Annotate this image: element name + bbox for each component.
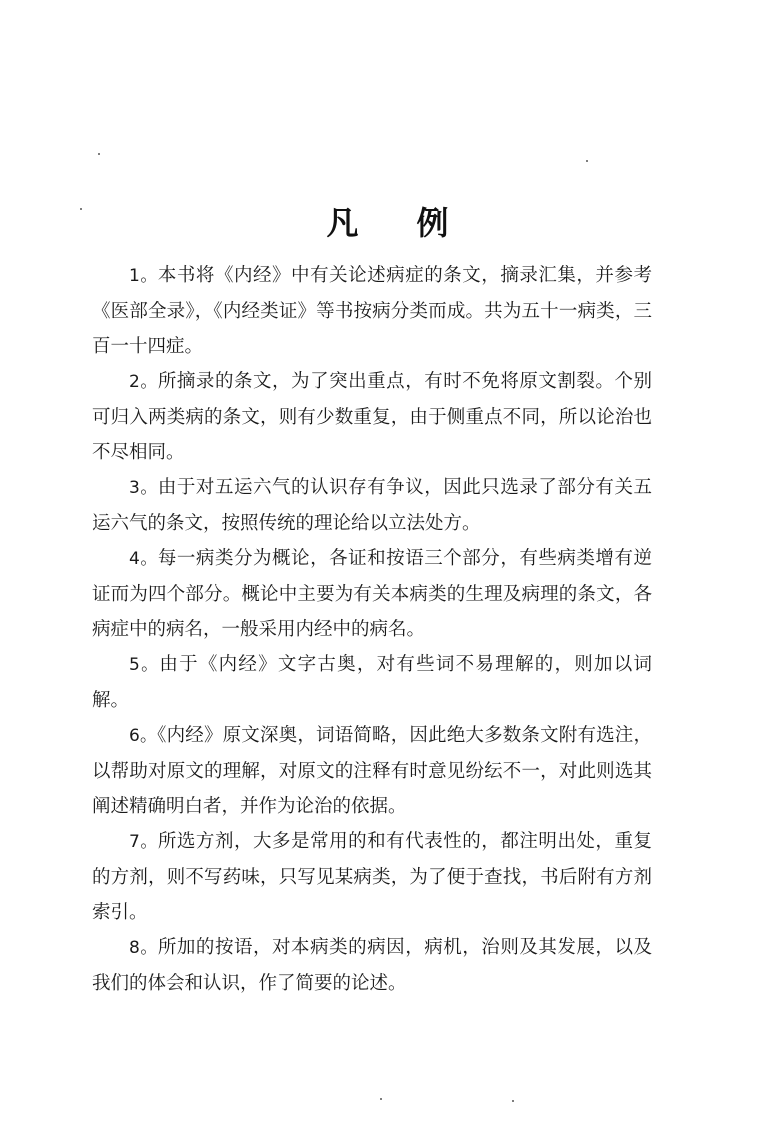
rule-paragraph-5 <box>92 647 652 718</box>
rule-text: 每一病类分为概论，各证和按语三个部分，有些病类增有逆证而为四个部分。概论中主要为有关本病类的生理及病理的条文，各病症中的病名，一般采用内经中的病名。 <box>92 548 652 640</box>
rule-number: 8。 <box>129 938 158 958</box>
rule-number: 4。 <box>129 549 158 569</box>
title-char-1: 凡 <box>326 204 361 242</box>
rule-paragraph-6 <box>92 718 652 824</box>
rule-text: 所加的按语，对本病类的病因，病机，治则及其发展，以及我们的体会和认识，作了简要的论述。 <box>92 937 652 994</box>
rules-list <box>92 258 652 1001</box>
rule-number: 6。 <box>129 726 158 746</box>
rule-number: 7。 <box>129 832 158 852</box>
rule-text: 所摘录的条文，为了突出重点，有时不免将原文割裂。个别可归入两类病的条文，则有少数重复，由于侧重点不同，所以论治也不尽相同。 <box>92 371 652 463</box>
rule-paragraph-3 <box>92 470 652 541</box>
scan-speck <box>586 160 588 162</box>
rule-number: 5。 <box>129 655 160 675</box>
rule-paragraph-8 <box>92 930 652 1001</box>
rule-paragraph-1 <box>92 258 652 364</box>
scan-speck <box>98 153 100 155</box>
rule-number: 2。 <box>129 372 158 392</box>
scan-speck <box>512 1100 514 1102</box>
rule-text: 本书将《内经》中有关论述病症的条文，摘录汇集，并参考《医部全录》，《内经类证》等书按病分类而成。共为五十一病类，三百一十四症。 <box>92 265 652 357</box>
scan-speck <box>380 1098 382 1100</box>
rule-paragraph-2 <box>92 364 652 470</box>
page-title <box>0 198 777 244</box>
rule-paragraph-7 <box>92 824 652 930</box>
rule-text: 《内经》原文深奥，词语简略，因此绝大多数条文附有选注，以帮助对原文的理解，对原文的注释有时意见纷纭不一，对此则选其阐述精确明白者，并作为论治的依据。 <box>92 725 652 817</box>
title-char-2: 例 <box>416 204 451 242</box>
rule-text: 由于《内经》文字古奥，对有些词不易理解的，则加以词解。 <box>92 654 652 711</box>
rule-paragraph-4 <box>92 541 652 647</box>
rule-text: 由于对五运六气的认识存有争议，因此只选录了部分有关五运六气的条文，按照传统的理论给以立法处方。 <box>92 477 652 534</box>
rule-number: 3。 <box>129 478 158 498</box>
rule-text: 所选方剂，大多是常用的和有代表性的，都注明出处，重复的方剂，则不写药味，只写见某病类，为了便于查找，书后附有方剂索引。 <box>92 831 652 923</box>
rule-number: 1。 <box>129 266 158 286</box>
